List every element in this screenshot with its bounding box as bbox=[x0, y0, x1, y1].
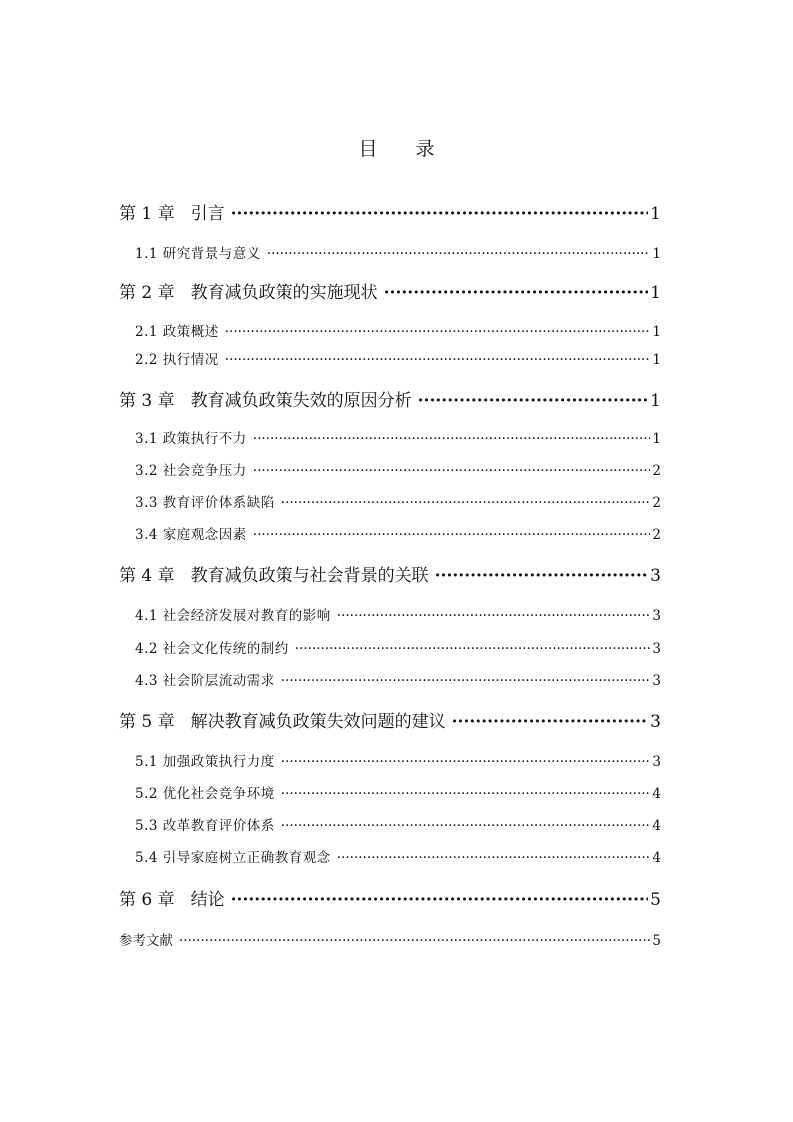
dot-leader bbox=[281, 493, 651, 513]
toc-entry-label: 2.1 政策概述 bbox=[135, 324, 219, 340]
toc-entry-label: 5.3 改革教育评价体系 bbox=[135, 818, 275, 834]
toc-section-5-2[interactable] bbox=[119, 784, 661, 804]
toc-entry-label: 5.2 优化社会竞争环境 bbox=[135, 786, 275, 802]
toc-chapter-2[interactable] bbox=[119, 281, 661, 305]
toc-entry-label: 5.1 加强政策执行力度 bbox=[135, 754, 275, 770]
toc-entry-label: 4.2 社会文化传统的制约 bbox=[135, 641, 289, 657]
dot-leader bbox=[281, 816, 651, 836]
toc-section-4-3[interactable] bbox=[119, 671, 661, 691]
toc-entry-label: 第 2 章 教育减负政策的实施现状 bbox=[119, 283, 378, 303]
toc-page-number: 1 bbox=[650, 204, 661, 224]
toc-entry-label: 5.4 引导家庭树立正确教育观念 bbox=[135, 850, 331, 866]
toc-page-number: 3 bbox=[650, 566, 661, 586]
toc-page-number: 5 bbox=[650, 890, 661, 910]
toc-page-number: 4 bbox=[652, 786, 661, 802]
toc-entry-label: 第 6 章 结论 bbox=[119, 890, 225, 910]
toc-entry-label: 参考文献 bbox=[119, 933, 173, 949]
toc-page-number: 2 bbox=[652, 527, 661, 543]
toc-entry-label: 3.2 社会竞争压力 bbox=[135, 463, 247, 479]
toc-section-4-1[interactable] bbox=[119, 606, 661, 626]
toc-section-5-1[interactable] bbox=[119, 752, 661, 772]
toc-entry-label: 3.4 家庭观念因素 bbox=[135, 527, 247, 543]
toc-entry-label: 第 5 章 解决教育减负政策失效问题的建议 bbox=[119, 712, 446, 732]
toc-entry-label: 第 4 章 教育减负政策与社会背景的关联 bbox=[119, 566, 429, 586]
toc-page-number: 1 bbox=[652, 352, 661, 368]
toc-section-3-4[interactable] bbox=[119, 525, 661, 545]
toc-page-number: 2 bbox=[652, 495, 661, 511]
toc-section-2-1[interactable] bbox=[119, 322, 661, 342]
toc-page-number: 1 bbox=[652, 431, 661, 447]
dot-leader bbox=[337, 848, 651, 868]
toc-page-number: 3 bbox=[650, 712, 661, 732]
toc-page-number: 1 bbox=[652, 324, 661, 340]
toc-page-number: 3 bbox=[652, 754, 661, 770]
toc-chapter-5[interactable] bbox=[119, 710, 661, 734]
dot-leader bbox=[418, 389, 649, 413]
toc-page-number: 1 bbox=[652, 246, 661, 262]
dot-leader bbox=[253, 461, 651, 481]
toc-chapter-3[interactable] bbox=[119, 389, 661, 413]
toc-title: 目 录 bbox=[358, 138, 451, 160]
toc-section-3-3[interactable] bbox=[119, 493, 661, 513]
toc-entry-label: 2.2 执行情况 bbox=[135, 352, 219, 368]
toc-section-5-3[interactable] bbox=[119, 816, 661, 836]
dot-leader bbox=[452, 710, 649, 734]
dot-leader bbox=[267, 244, 651, 264]
dot-leader bbox=[225, 322, 651, 342]
toc-section-3-2[interactable] bbox=[119, 461, 661, 481]
toc-section-5-4[interactable] bbox=[119, 848, 661, 868]
toc-references[interactable] bbox=[119, 931, 661, 951]
toc-entry-label: 3.3 教育评价体系缺陷 bbox=[135, 495, 275, 511]
dot-leader bbox=[281, 752, 651, 772]
dot-leader bbox=[435, 564, 649, 588]
toc-page-number: 1 bbox=[650, 391, 661, 411]
dot-leader bbox=[253, 429, 651, 449]
toc-page-number: 3 bbox=[652, 673, 661, 689]
toc-entry-label: 4.3 社会阶层流动需求 bbox=[135, 673, 275, 689]
dot-leader bbox=[231, 202, 649, 226]
toc-page-number: 4 bbox=[652, 850, 661, 866]
dot-leader bbox=[295, 639, 651, 659]
toc-entry-label: 4.1 社会经济发展对教育的影响 bbox=[135, 608, 331, 624]
dot-leader bbox=[253, 525, 651, 545]
toc-section-4-2[interactable] bbox=[119, 639, 661, 659]
toc-chapter-4[interactable] bbox=[119, 564, 661, 588]
toc-page-number: 3 bbox=[652, 641, 661, 657]
toc-entry-label: 第 3 章 教育减负政策失效的原因分析 bbox=[119, 391, 412, 411]
dot-leader bbox=[337, 606, 651, 626]
toc-page-number: 2 bbox=[652, 463, 661, 479]
toc-section-1-1[interactable] bbox=[119, 244, 661, 264]
toc-entry-label: 3.1 政策执行不力 bbox=[135, 431, 247, 447]
toc-page-number: 4 bbox=[652, 818, 661, 834]
toc-page-number: 1 bbox=[650, 283, 661, 303]
toc-chapter-1[interactable] bbox=[119, 202, 661, 226]
toc-entry-label: 1.1 研究背景与意义 bbox=[135, 246, 261, 262]
toc-page-number: 5 bbox=[652, 933, 661, 949]
dot-leader bbox=[384, 281, 649, 305]
dot-leader bbox=[281, 671, 651, 691]
toc-page-number: 3 bbox=[652, 608, 661, 624]
toc-entry-label: 第 1 章 引言 bbox=[119, 204, 225, 224]
dot-leader bbox=[281, 784, 651, 804]
dot-leader bbox=[225, 350, 651, 370]
toc-section-3-1[interactable] bbox=[119, 429, 661, 449]
dot-leader bbox=[231, 888, 649, 912]
toc-section-2-2[interactable] bbox=[119, 350, 661, 370]
toc-chapter-6[interactable] bbox=[119, 888, 661, 912]
dot-leader bbox=[179, 931, 650, 951]
